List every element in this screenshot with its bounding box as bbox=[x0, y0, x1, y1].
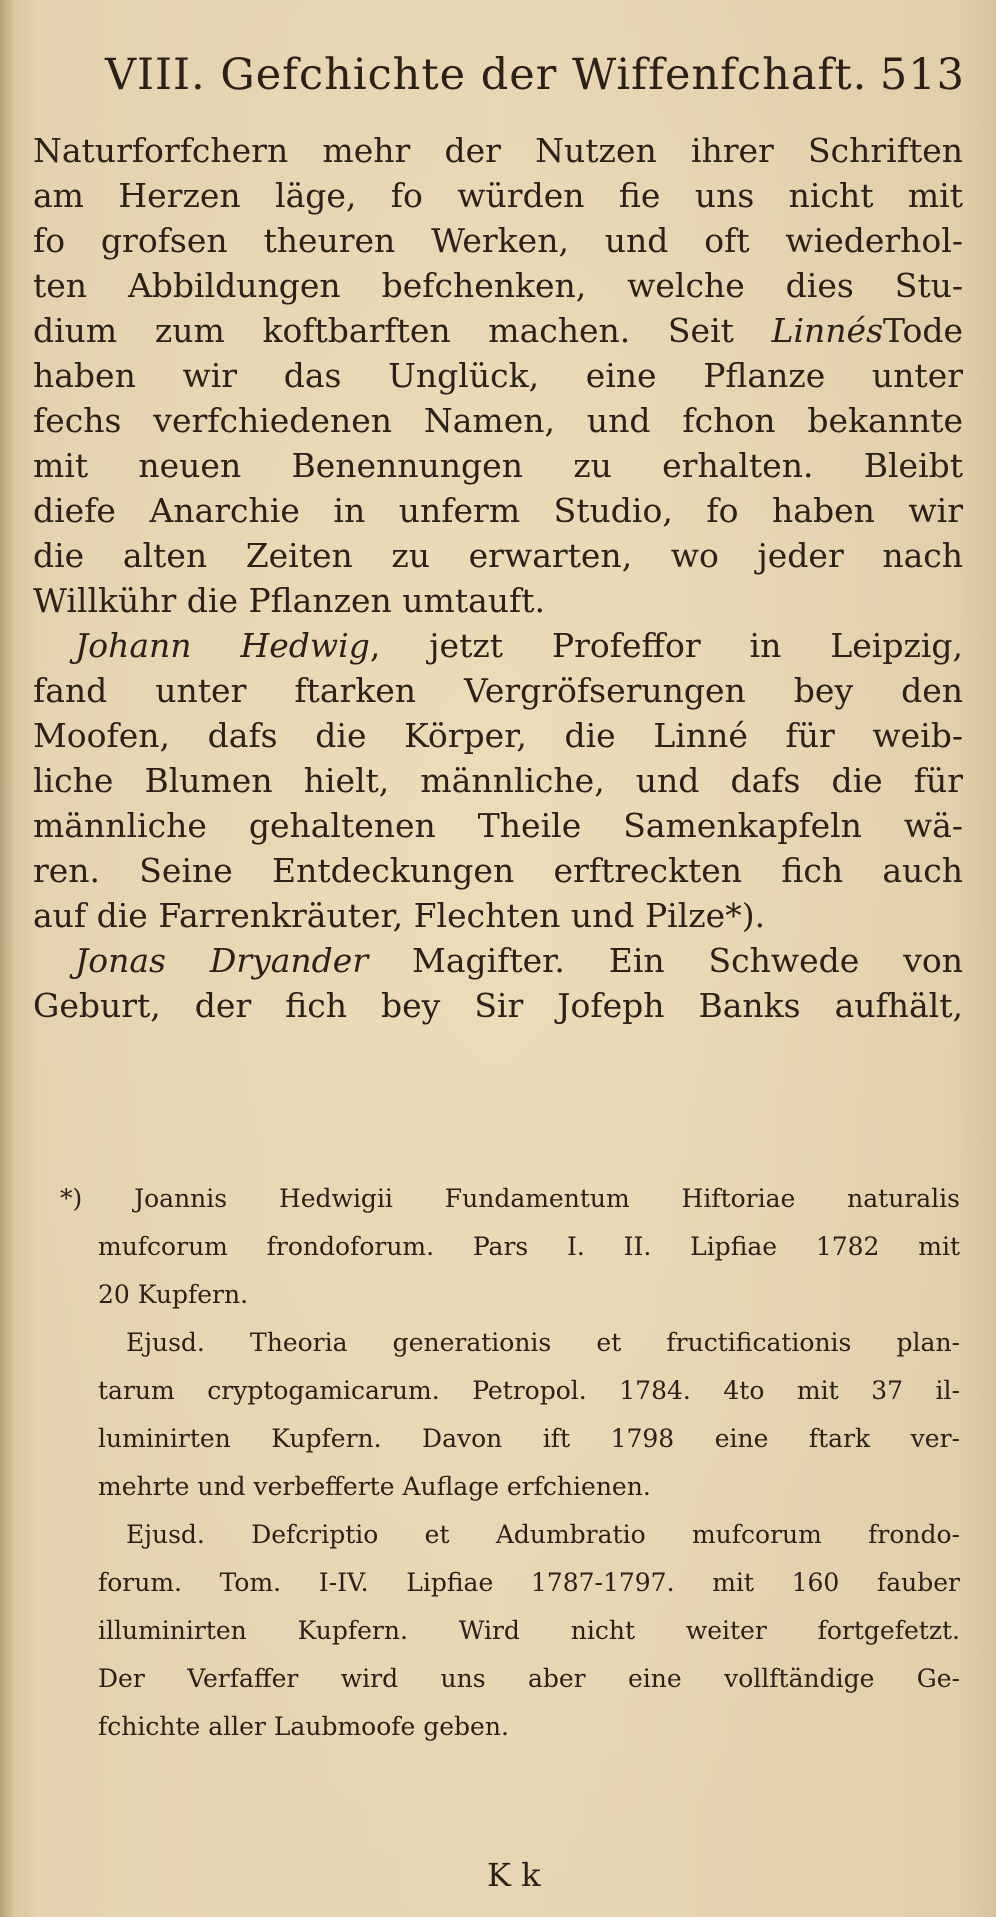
text-segment: , jetzt Profeffor in Leipzig, bbox=[369, 626, 964, 665]
text-line: fand unter ftarken Vergröfserungen bey den bbox=[33, 671, 963, 710]
footnote-line: 20 Kupfern. bbox=[98, 1280, 249, 1309]
footnote-line: forum. Tom. I-IV. Lipfiae 1787-1797. mit 160 fauber bbox=[98, 1568, 960, 1597]
text-line: haben wir das Unglück, eine Pflanze unter bbox=[33, 356, 963, 395]
footnote-line: Ejusd. Defcriptio et Adumbratio mufcorum frondo- bbox=[126, 1520, 960, 1549]
footnote-line: *) Joannis Hedwigii Fundamentum Hiftoriae naturalis bbox=[60, 1184, 960, 1213]
page-number: 513 bbox=[879, 50, 965, 100]
text-line: am Herzen läge, fo würden fie uns nicht mit bbox=[33, 176, 963, 215]
footnote-line: Ejusd. Theoria generationis et fructificationis plan- bbox=[126, 1328, 960, 1357]
footnote-line: mufcorum frondoforum. Pars I. II. Lipfiae 1782 mit bbox=[98, 1232, 960, 1261]
footnote-line: luminirten Kupfern. Davon ift 1798 eine ftark ver- bbox=[98, 1424, 960, 1453]
main-text bbox=[33, 128, 963, 1028]
footnote-line: tarum cryptogamicarum. Petropol. 1784. 4to mit 37 il- bbox=[98, 1376, 960, 1405]
text-line: ren. Seine Entdeckungen erftreckten fich auch bbox=[33, 851, 963, 890]
text-line: fechs verfchiedenen Namen, und fchon bekannte bbox=[33, 401, 963, 440]
footnote-line: fchichte aller Laubmoofe geben. bbox=[98, 1712, 509, 1741]
signature-mark: K k bbox=[487, 1856, 541, 1894]
text-line: auf die Farrenkräuter, Flechten und Pilze*). bbox=[33, 896, 766, 935]
linne-name: Linnés bbox=[771, 311, 884, 350]
footnote-line: mehrte und verbefferte Auflage erfchienen. bbox=[98, 1472, 651, 1501]
text-line: diefe Anarchie in unferm Studio, fo haben wir bbox=[33, 491, 963, 530]
binding-shadow bbox=[0, 0, 14, 1917]
text-line: mit neuen Benennungen zu erhalten. Bleibt bbox=[33, 446, 963, 485]
text-line: fo grofsen theuren Werken, und oft wiederhol- bbox=[33, 221, 963, 260]
text-segment: dium zum koftbarften machen. Seit bbox=[33, 311, 734, 350]
text-line: Geburt, der fich bey Sir Jofeph Banks aufhält, bbox=[33, 986, 963, 1025]
text-line: Moofen, dafs die Körper, die Linné für weib- bbox=[33, 716, 963, 755]
text-line: die alten Zeiten zu erwarten, wo jeder nach bbox=[33, 536, 963, 575]
text-line: männliche gehaltenen Theile Samenkapfeln wä- bbox=[33, 806, 963, 845]
footnote-line: Der Verfaffer wird uns aber eine vollftändige Ge- bbox=[98, 1664, 960, 1693]
text-line: liche Blumen hielt, männliche, und dafs die für bbox=[33, 761, 963, 800]
running-header bbox=[105, 50, 975, 110]
text-line: Willkühr die Pflanzen umtauft. bbox=[33, 581, 545, 620]
text-segment: Tode bbox=[883, 311, 963, 350]
text-line: Naturforfchern mehr der Nutzen ihrer Schriften bbox=[33, 131, 963, 170]
hedwig-name: Johann Hedwig bbox=[75, 626, 370, 665]
text-line: ten Abbildungen befchenken, welche dies Stu- bbox=[33, 266, 963, 305]
text-line bbox=[33, 938, 963, 983]
text-line bbox=[33, 623, 963, 668]
text-line bbox=[33, 308, 963, 353]
footnotes bbox=[60, 1175, 960, 1751]
text-segment: Magifter. Ein Schwede von bbox=[412, 941, 963, 980]
footnote-line: illuminirten Kupfern. Wird nicht weiter fortgefetzt. bbox=[98, 1616, 960, 1645]
dryander-name: Jonas Dryander bbox=[75, 941, 369, 980]
chapter-title: VIII. Gefchichte der Wiffenfchaft. bbox=[105, 50, 868, 100]
